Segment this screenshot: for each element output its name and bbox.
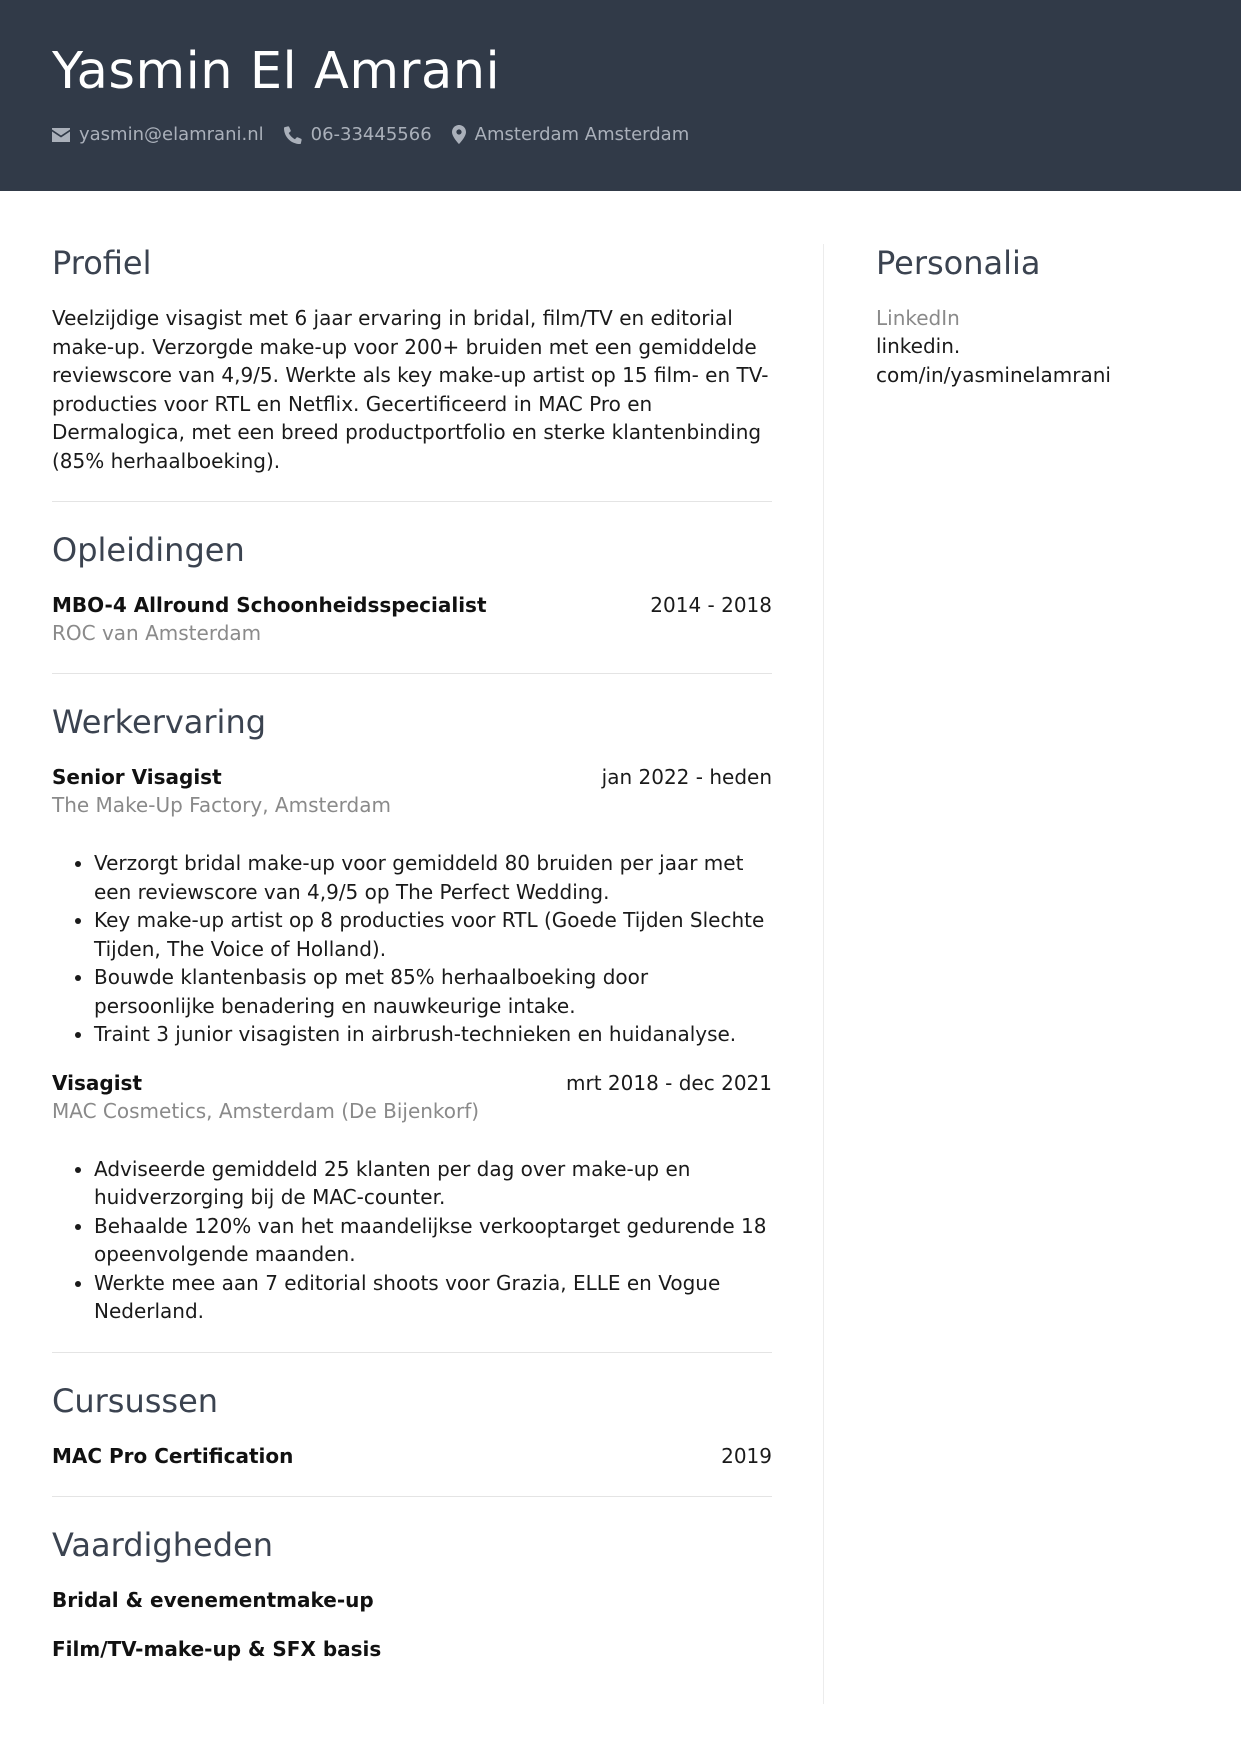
bullet-item: • Werkte mee aan 7 editorial shoots voor Grazia, ELLE en Vogue Nederland. <box>94 1269 772 1326</box>
experience-entry <box>52 763 772 1049</box>
education-entry <box>52 591 772 647</box>
bullet-item: • Key make-up artist op 8 producties voor RTL (Goede Tijden Slechte Tijden, The Voice of Holland). <box>94 906 772 963</box>
section-title-courses: Cursussen <box>52 1381 219 1420</box>
section-divider <box>52 501 772 502</box>
job-bullets <box>52 1155 772 1326</box>
job-date: jan 2022 - heden <box>601 765 772 789</box>
bullet-item: • Bouwde klantenbasis op met 85% herhaalboeking door persoonlijke benadering en nauwkeurige intake. <box>94 963 772 1020</box>
section-title-personal: Personalia <box>876 244 1041 282</box>
education-section <box>52 530 772 647</box>
courses-section <box>52 1381 772 1470</box>
bullet-item: • Traint 3 junior visagisten in airbrush-technieken en huidanalyse. <box>94 1020 772 1049</box>
skill-item: Bridal & evenementmake-up <box>52 1587 374 1612</box>
section-title-skills: Vaardigheden <box>52 1525 273 1564</box>
email-text[interactable]: yasmin@elamrani.nl <box>79 124 264 145</box>
contact-email <box>52 124 264 145</box>
main-column <box>52 243 772 1684</box>
section-title-profile: Profiel <box>52 244 152 282</box>
job-bullets <box>52 849 772 1049</box>
course-date: 2019 <box>721 1443 772 1468</box>
education-school: ROC van Amsterdam <box>52 621 262 645</box>
job-date: mrt 2018 - dec 2021 <box>566 1070 772 1095</box>
section-title-education: Opleidingen <box>52 531 245 569</box>
course-entry <box>52 1442 772 1470</box>
contact-location <box>452 124 690 145</box>
linkedin-url-line2[interactable]: com/in/yasminelamrani <box>876 362 1111 387</box>
skill-item: Film/TV-make-up & SFX basis <box>52 1636 382 1661</box>
skills-section <box>52 1525 772 1663</box>
sidebar-column <box>876 243 1196 389</box>
bullet-item: • Adviseerde gemiddeld 25 klanten per dag over make-up en huidverzorging bij de MAC-counter. <box>94 1155 772 1212</box>
profile-section <box>52 243 772 475</box>
resume-header <box>0 0 1241 191</box>
contact-phone <box>284 124 432 145</box>
bullet-item: • Behaalde 120% van het maandelijkse verkooptarget gedurende 18 opeenvolgende maanden. <box>94 1212 772 1269</box>
phone-icon <box>284 126 302 144</box>
section-title-experience: Werkervaring <box>52 703 267 741</box>
experience-section <box>52 702 772 1326</box>
education-title: MBO-4 Allround Schoonheidsspecialist <box>52 593 487 617</box>
job-employer: The Make-Up Factory, Amsterdam <box>52 793 391 817</box>
candidate-name: Yasmin El Amrani <box>52 42 501 101</box>
section-divider <box>52 673 772 674</box>
bullet-item: • Verzorgt bridal make-up voor gemiddeld 80 bruiden per jaar met een reviewscore van 4,9/5 op The Perfect Wedding. <box>94 849 772 906</box>
location-text: Amsterdam Amsterdam <box>474 124 690 145</box>
job-employer: MAC Cosmetics, Amsterdam (De Bijenkorf) <box>52 1098 480 1123</box>
section-divider <box>52 1496 772 1497</box>
section-divider <box>52 1352 772 1353</box>
linkedin-url-line1[interactable]: linkedin. <box>876 334 961 358</box>
phone-text[interactable]: 06-33445566 <box>310 124 432 145</box>
column-divider <box>823 244 824 1704</box>
profile-text: Veelzijdige visagist met 6 jaar ervaring in bridal, film/TV en editorial make-up. Verzorgde make-up voor 200+ bruiden met een gemiddelde reviewscore van 4,9/5. Werkte als key make-up artist op 15 film- en TV-producties voor RTL en Netflix. Gecertificeerd in MAC Pro en Dermalogica, met een breed productportfolio en sterke klantenbinding (85% herhaalboeking). <box>52 306 769 473</box>
envelope-icon <box>52 128 70 142</box>
linkedin-label: LinkedIn <box>876 306 960 330</box>
experience-entry <box>52 1069 772 1326</box>
job-title: Visagist <box>52 1070 143 1095</box>
map-pin-icon <box>452 125 466 144</box>
job-title: Senior Visagist <box>52 765 222 789</box>
education-date: 2014 - 2018 <box>650 593 772 617</box>
course-title: MAC Pro Certification <box>52 1443 294 1468</box>
contact-info <box>52 124 709 145</box>
